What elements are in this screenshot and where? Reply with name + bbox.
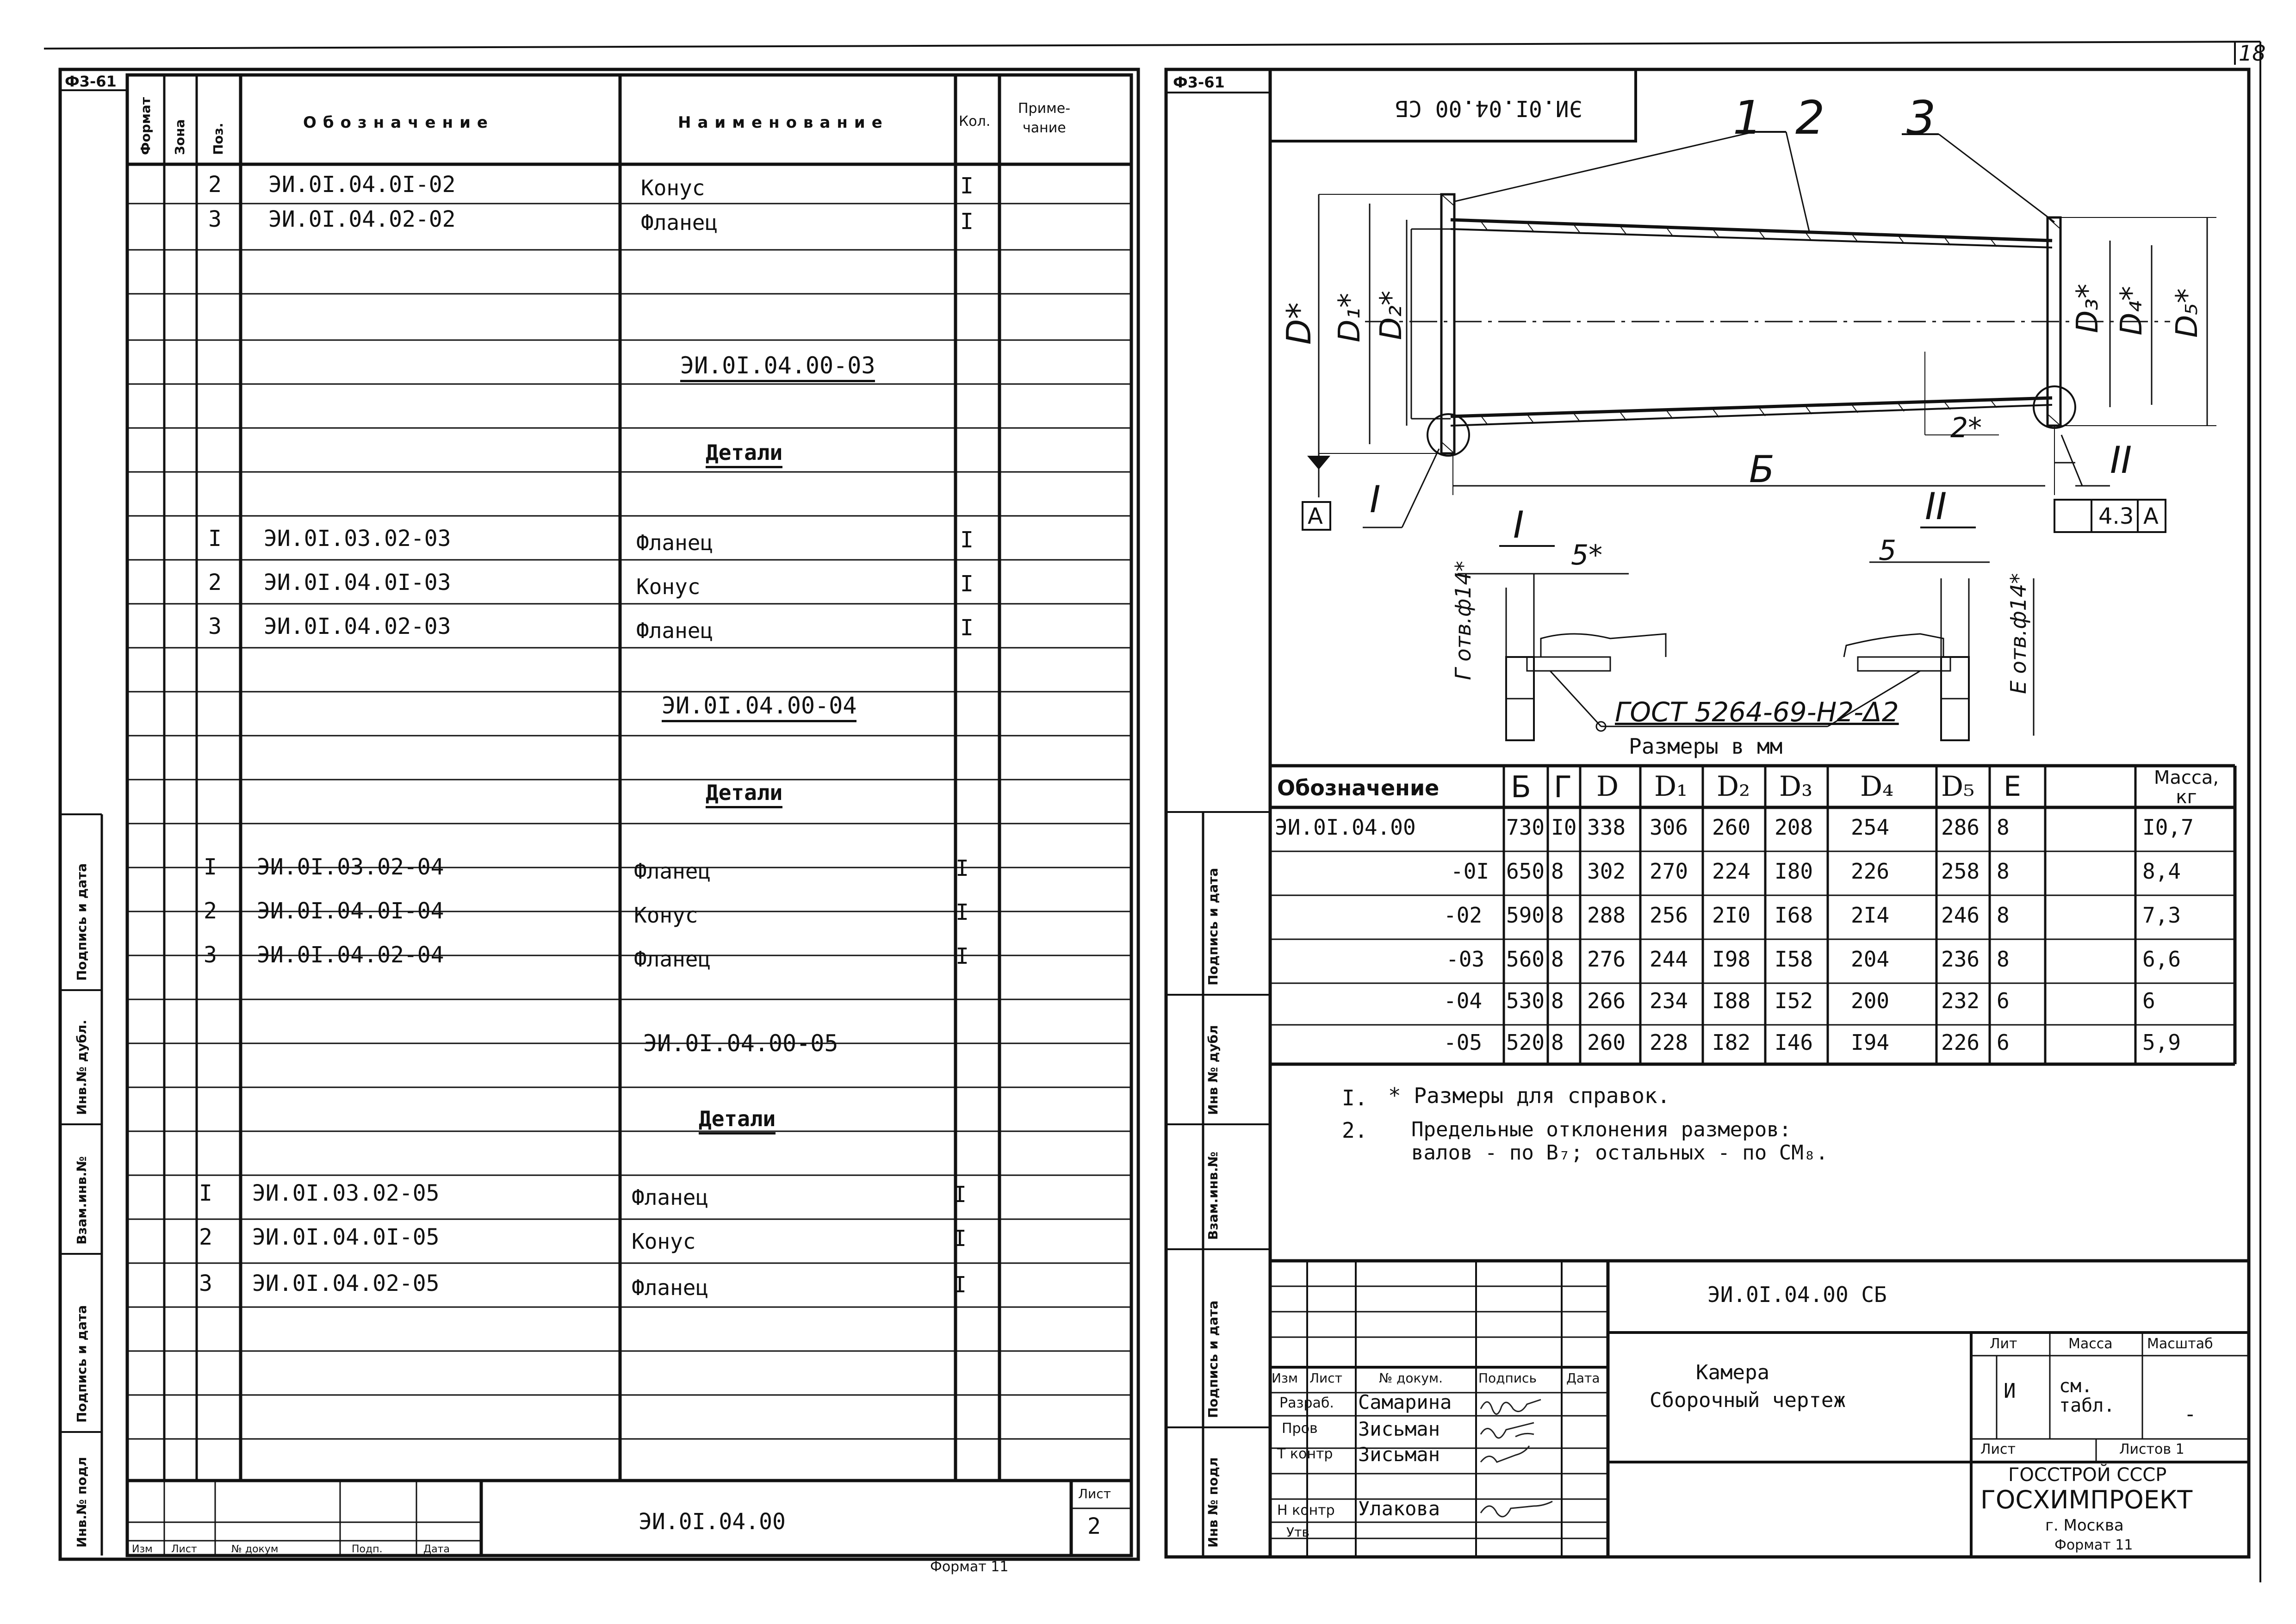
row-qty: I (956, 899, 969, 925)
stamp-col: Дата (423, 1543, 450, 1555)
right-form-code: Ф3-61 (1173, 74, 1225, 91)
tb-scale-label: Масштаб (2147, 1336, 2213, 1352)
header-format: Формат (138, 97, 153, 155)
tb-scale-value: - (2184, 1402, 2197, 1426)
cell: 266 (1587, 988, 1626, 1013)
cell: 226 (1851, 859, 1890, 884)
tb-col: Лист (1309, 1370, 1342, 1386)
cell: 2I4 (1851, 903, 1890, 928)
cell-designation: ЭИ.0I.04.00 (1275, 815, 1416, 840)
cell: 258 (1941, 859, 1980, 884)
cell-designation: -03 (1446, 947, 1485, 972)
cell: 226 (1941, 1030, 1980, 1055)
row-qty: I (960, 527, 974, 553)
cell: I98 (1712, 947, 1751, 972)
cell: 286 (1941, 815, 1980, 840)
cell: 8 (1997, 859, 2010, 884)
cell: 530 (1506, 988, 1545, 1013)
dim-B: Б (1749, 448, 1775, 491)
cell: 254 (1851, 815, 1890, 840)
cell: I80 (1775, 859, 1813, 884)
cell-mass: 6,6 (2142, 947, 2181, 972)
cell: 302 (1587, 859, 1626, 884)
title-line-2: Сборочный чертеж (1650, 1388, 1846, 1412)
cell: 224 (1712, 859, 1751, 884)
cell-designation: -04 (1444, 988, 1483, 1013)
cell: 560 (1506, 947, 1545, 972)
tb-col: Дата (1566, 1370, 1600, 1386)
dim-D4: D₄* (2115, 286, 2149, 335)
cell: I0 (1551, 815, 1577, 840)
header-designation: Обозначение (303, 113, 494, 132)
detail-I-title: I (1513, 503, 1524, 546)
cell-designation: -05 (1444, 1030, 1483, 1055)
row-pos: I (208, 526, 222, 552)
tb-role: Т контр (1277, 1446, 1333, 1462)
row-name: Фланец (632, 1275, 709, 1300)
cell: 228 (1650, 1030, 1688, 1055)
dim-5-left: 5* (1571, 539, 1603, 571)
header-pos: Поз. (211, 123, 226, 155)
cell: 2I0 (1712, 903, 1751, 928)
row-designation: ЭИ.0I.04.02-03 (264, 614, 451, 639)
title-doc-number: ЭИ.0I.04.00 СБ (1707, 1282, 1887, 1307)
row-name: Фланец (636, 530, 714, 555)
tolerance-value: 4.3 (2098, 503, 2134, 529)
row-qty: I (953, 1272, 967, 1298)
tb-city: г. Москва (2045, 1516, 2124, 1535)
cell: 276 (1587, 947, 1626, 972)
row-name: Фланец (632, 1185, 709, 1210)
th-E: Е (2004, 770, 2021, 803)
row-name: Конус (632, 1229, 696, 1254)
cell: I82 (1712, 1030, 1751, 1055)
side-label: Подпись и дата (1205, 868, 1221, 986)
left-stamp-sheet-label: Лист (1078, 1486, 1111, 1501)
header-zone: Зона (172, 119, 187, 155)
row-pos: I (199, 1180, 212, 1206)
cell: 8 (1997, 815, 2010, 840)
tb-name: Улакова (1358, 1497, 1440, 1520)
right-format-label: Формат 11 (2054, 1537, 2133, 1553)
cell: 730 (1506, 815, 1545, 840)
title-line-1: Камера (1696, 1361, 1769, 1384)
side-label: Взам.инв.№ (74, 1156, 89, 1245)
dim-D: D* (1279, 302, 1318, 345)
dim-D5: D₅* (2170, 288, 2204, 338)
row-designation: ЭИ.0I.04.02-02 (268, 206, 456, 232)
tb-role: Утв (1286, 1525, 1309, 1540)
cell-mass: 7,3 (2142, 903, 2181, 928)
th-B: Б (1511, 770, 1531, 805)
row-designation: ЭИ.0I.04.02-04 (257, 942, 444, 968)
cell: 650 (1506, 859, 1545, 884)
note-text: * Размеры для справок. (1388, 1083, 1670, 1108)
th-mass: Масса, кг (2153, 767, 2219, 808)
cell: I94 (1851, 1030, 1890, 1055)
cell: 8 (1551, 1030, 1564, 1055)
th-designation: Обозначение (1277, 775, 1440, 800)
cell: 6 (1997, 1030, 2010, 1055)
cell: 204 (1851, 947, 1890, 972)
cell: I46 (1775, 1030, 1813, 1055)
detail-II-title: II (1925, 485, 1947, 528)
row-designation: ЭИ.0I.04.0I-02 (268, 172, 456, 198)
header-note-2: чание (1023, 120, 1066, 136)
cell: I52 (1775, 988, 1813, 1013)
th-D4: D₄ (1860, 770, 1894, 803)
tb-sheets-label: Листов 1 (2119, 1441, 2184, 1457)
datum-A: А (1308, 503, 1323, 529)
tb-name: Зисьман (1358, 1443, 1440, 1466)
tb-role: Н контр (1277, 1502, 1335, 1519)
row-qty: I (956, 943, 969, 969)
tb-name: Самарина (1358, 1391, 1452, 1413)
tb-mass-value: см. табл. (2059, 1376, 2115, 1416)
tb-mass-label: Масса (2068, 1336, 2113, 1352)
row-designation: ЭИ.0I.04.02-05 (252, 1271, 440, 1296)
view-I-label: I (1370, 478, 1381, 521)
tb-org-1: ГОССТРОЙ СССР (2008, 1464, 2167, 1486)
tb-sheet-label: Лист (1980, 1441, 2016, 1457)
stamp-col: № докум (231, 1543, 279, 1555)
weld-spec: ГОСТ 5264-69-Н2-Δ2 (1615, 696, 1899, 728)
left-form-code: Ф3-61 (65, 73, 117, 90)
dim-5-right: 5 (1879, 534, 1897, 567)
left-stamp-doc-number: ЭИ.0I.04.00 (639, 1509, 786, 1535)
callout-1: 1 (1733, 91, 1762, 145)
th-D1: D₁ (1654, 770, 1688, 803)
row-designation: ЭИ.0I.03.02-03 (264, 526, 451, 552)
hole-left: Г отв.ф14* (1451, 561, 1476, 680)
side-label: Инв № подл (1205, 1457, 1221, 1548)
section-title: ЭИ.0I.04.00-05 (643, 1030, 838, 1057)
row-qty: I (956, 855, 969, 881)
cell: 234 (1650, 988, 1688, 1013)
callout-2: 2 (1795, 91, 1825, 145)
row-pos: 2 (208, 172, 222, 198)
cell: I58 (1775, 947, 1813, 972)
section-subtitle: Детали (706, 782, 782, 808)
cell-mass: 5,9 (2142, 1030, 2181, 1055)
left-stamp-sheet-value: 2 (1087, 1513, 1101, 1539)
header-qty: Кол. (959, 113, 991, 130)
row-designation: ЭИ.0I.03.02-05 (252, 1180, 440, 1206)
cell: 236 (1941, 947, 1980, 972)
th-D3: D₃ (1779, 770, 1813, 803)
cell: 260 (1712, 815, 1751, 840)
stamp-col: Подп. (352, 1543, 383, 1555)
row-pos: 3 (204, 942, 217, 968)
section-title: ЭИ.0I.04.00-03 (680, 354, 875, 382)
row-name: Фланец (641, 210, 718, 235)
row-name: Конус (641, 175, 705, 200)
cell: 200 (1851, 988, 1890, 1013)
tb-name: Зисьман (1358, 1418, 1440, 1440)
cell-mass: I0,7 (2142, 815, 2194, 840)
cell-designation: -02 (1444, 903, 1483, 928)
note-number: 2. (1342, 1118, 1368, 1143)
row-pos: 3 (208, 614, 222, 639)
view-II-label: II (2110, 439, 2132, 482)
side-label: Подпись и дата (74, 863, 89, 981)
header-note-1: Приме- (1018, 100, 1071, 117)
th-D2: D₂ (1717, 770, 1750, 803)
dim-wall: 2* (1950, 412, 1982, 444)
cell: I68 (1775, 903, 1813, 928)
row-pos: 3 (199, 1271, 212, 1296)
cell-designation: -0I (1451, 859, 1489, 884)
cell-mass: 8,4 (2142, 859, 2181, 884)
cell: 270 (1650, 859, 1688, 884)
side-label: Взам.инв.№ (1205, 1151, 1221, 1240)
cell-mass: 6 (2142, 988, 2155, 1013)
section-title: ЭИ.0I.04.00-04 (662, 694, 856, 722)
tb-role: Разраб. (1279, 1395, 1334, 1411)
note-number: I. (1342, 1085, 1368, 1110)
tb-col: № докум. (1379, 1370, 1443, 1386)
row-designation: ЭИ.0I.04.0I-03 (264, 570, 451, 595)
row-qty: I (960, 571, 974, 597)
row-qty: I (960, 615, 974, 641)
dim-D3: D₃* (2071, 284, 2105, 333)
row-qty: I (953, 1182, 967, 1208)
cell: 8 (1551, 903, 1564, 928)
cell: 8 (1551, 859, 1564, 884)
cell: 8 (1551, 988, 1564, 1013)
cell: 306 (1650, 815, 1688, 840)
stamp-col: Лист (171, 1543, 197, 1555)
section-subtitle: Детали (699, 1108, 776, 1134)
row-pos: I (204, 854, 217, 880)
dim-D2: D₂* (1374, 291, 1409, 340)
row-name: Фланец (634, 947, 711, 972)
row-qty: I (960, 209, 974, 235)
row-designation: ЭИ.0I.04.0I-04 (257, 898, 444, 924)
tb-lit-label: Лит (1990, 1336, 2017, 1352)
dim-D1: D₁* (1333, 293, 1367, 342)
cell: 590 (1506, 903, 1545, 928)
row-name: Фланец (636, 618, 714, 643)
cell: 244 (1650, 947, 1688, 972)
tolerance-datum: А (2143, 503, 2159, 529)
cell: 246 (1941, 903, 1980, 928)
side-label: Подпись и дата (1205, 1300, 1221, 1418)
tb-col: Изм (1272, 1370, 1298, 1386)
left-format-label: Формат 11 (930, 1559, 1009, 1575)
row-pos: 2 (208, 570, 222, 595)
note-text: Предельные отклонения размеров: (1411, 1118, 1792, 1141)
row-designation: ЭИ.0I.03.02-04 (257, 854, 444, 880)
th-D5: D₅ (1941, 770, 1975, 803)
cell: 260 (1587, 1030, 1626, 1055)
cell: 8 (1997, 947, 2010, 972)
row-qty: I (953, 1226, 967, 1252)
stamp-col: Изм (132, 1543, 153, 1555)
cell: 288 (1587, 903, 1626, 928)
row-pos: 2 (204, 898, 217, 924)
units-note: Размеры в мм (1629, 734, 1783, 759)
hole-right: Е отв.ф14* (2006, 573, 2031, 694)
row-name: Конус (634, 903, 698, 928)
callout-3: 3 (1906, 91, 1936, 145)
row-designation: ЭИ.0I.04.0I-05 (252, 1224, 440, 1250)
side-label: Инв.№ подл (74, 1457, 89, 1548)
row-pos: 2 (199, 1224, 212, 1250)
note-text: валов - по В₇; остальных - по СМ₈. (1411, 1141, 1828, 1165)
side-label: Подпись и дата (74, 1305, 89, 1423)
th-D: D (1596, 770, 1619, 803)
tb-role: Пров (1282, 1420, 1318, 1437)
cell: 520 (1506, 1030, 1545, 1055)
tb-org-2: ГОСХИМПРОЕКТ (1980, 1485, 2193, 1514)
row-qty: I (960, 173, 974, 199)
row-name: Конус (636, 574, 701, 599)
side-label: Инв № дубл (1205, 1025, 1221, 1115)
cone-assembly-drawing (1303, 132, 2216, 740)
cell: 8 (1551, 947, 1564, 972)
cell: 208 (1775, 815, 1813, 840)
cell: I88 (1712, 988, 1751, 1013)
tb-lit-value: И (2004, 1379, 2016, 1403)
cell: 232 (1941, 988, 1980, 1013)
header-name: Наименование (678, 113, 889, 132)
cell: 6 (1997, 988, 2010, 1013)
tb-col: Подпись (1478, 1370, 1537, 1386)
page-number: 18 (2239, 41, 2266, 66)
rotated-doc-number: ЭИ.0I.04.00 СБ (1395, 95, 1582, 121)
row-name: Фланец (634, 859, 711, 884)
side-label: Инв.№ дубл. (74, 1019, 89, 1115)
section-subtitle: Детали (706, 442, 782, 468)
cell: 338 (1587, 815, 1626, 840)
cell: 8 (1997, 903, 2010, 928)
row-pos: 3 (208, 206, 222, 232)
th-G: Г (1554, 770, 1572, 805)
cell: 256 (1650, 903, 1688, 928)
